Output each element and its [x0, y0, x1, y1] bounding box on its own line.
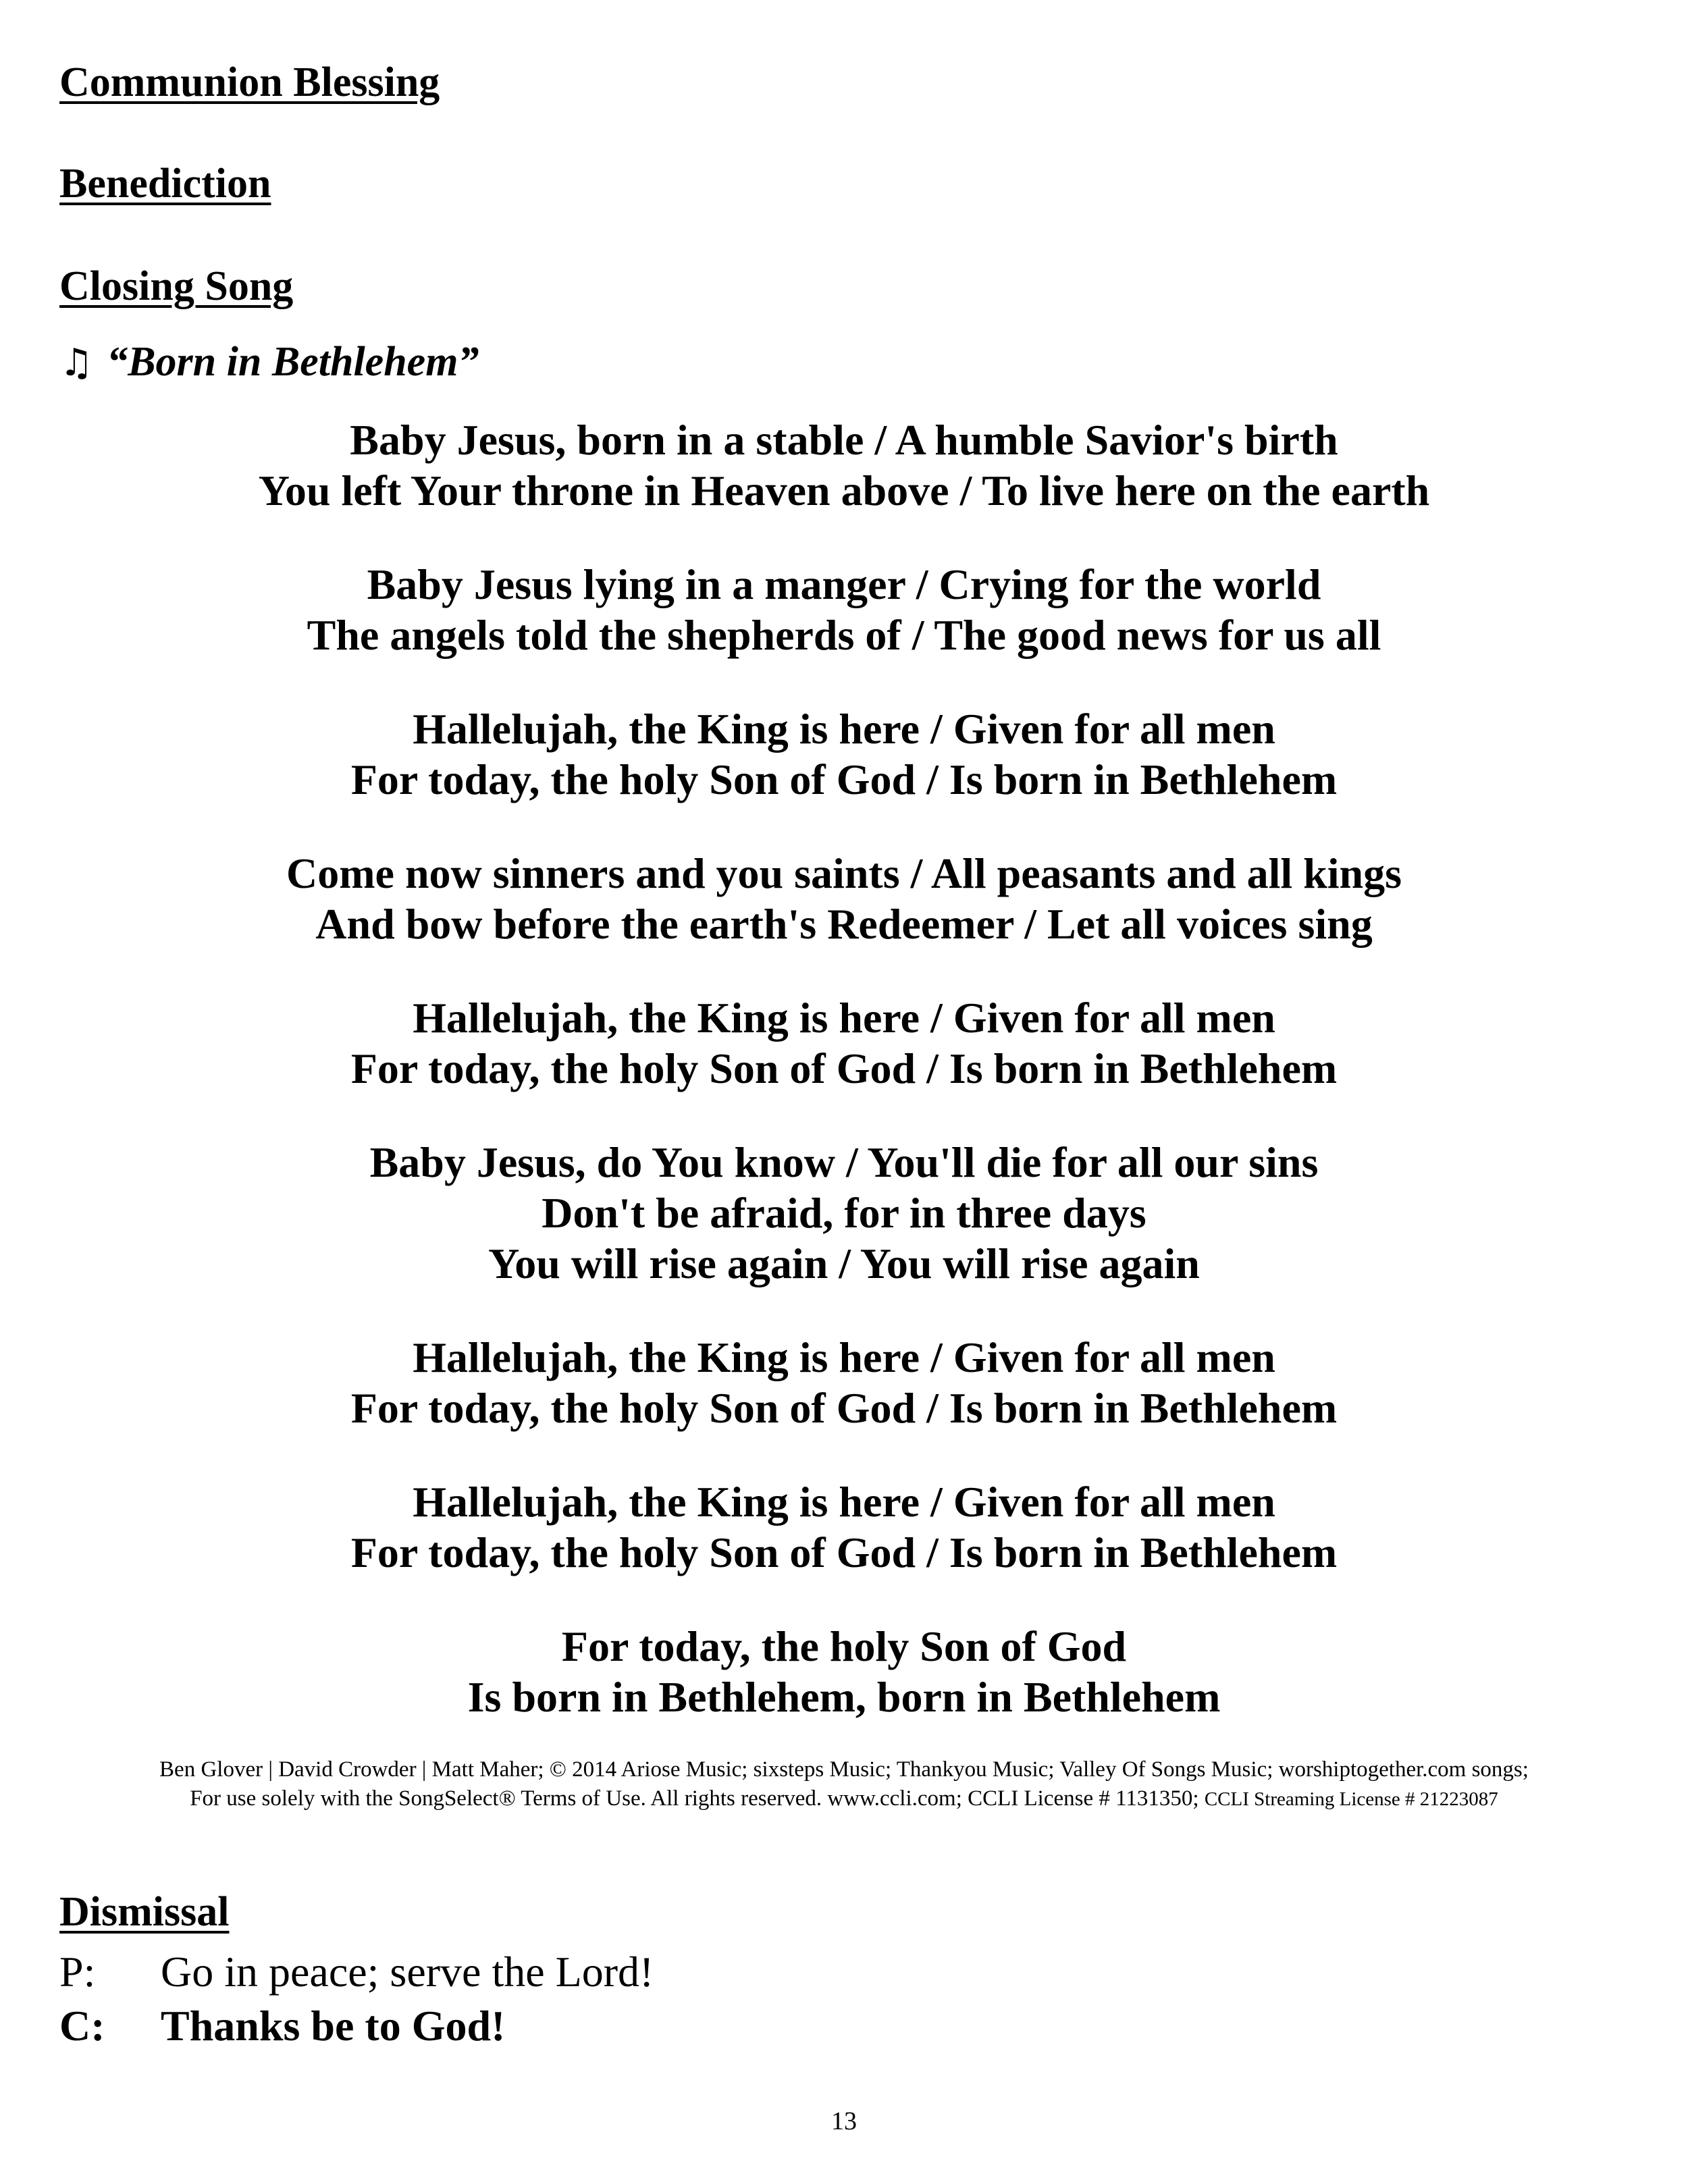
lyric-line: You left Your throne in Heaven above / To live here on the earth	[258, 467, 1430, 514]
dismissal-heading: Dismissal	[59, 1889, 230, 1935]
lyric-line: For today, the holy Son of God / Is born in Bethlehem	[350, 1384, 1338, 1432]
lyric-line: Hallelujah, the King is here / Given for all men	[413, 1333, 1275, 1381]
benediction-heading: Benediction	[59, 161, 271, 207]
pastor-label: P:	[59, 1948, 96, 1996]
copyright-license-text: For use solely with the SongSelect® Terms of Use. All rights reserved. www.ccli.com; CCLI License # 1131350;	[190, 1786, 1205, 1811]
lyric-line: Hallelujah, the King is here / Given for all men	[413, 994, 1275, 1042]
lyric-line: The angels told the shepherds of / The good news for us all	[307, 611, 1381, 659]
pastor-line	[59, 1948, 654, 1996]
song-title-text: “Born in Bethlehem”	[107, 339, 479, 385]
lyric-line: Is born in Bethlehem, born in Bethlehem	[467, 1673, 1221, 1721]
lyric-line: And bow before the earth's Redeemer / Let all voices sing	[315, 900, 1373, 948]
lyric-line: For today, the holy Son of God / Is born in Bethlehem	[350, 1528, 1338, 1576]
lyric-line: Baby Jesus, do You know / You'll die for all our sins	[369, 1138, 1319, 1186]
lyric-line: For today, the holy Son of God / Is born in Bethlehem	[350, 1044, 1338, 1092]
song-lyrics	[0, 415, 1688, 1765]
lyric-stanza	[0, 1476, 1688, 1578]
song-title	[59, 339, 479, 385]
lyric-stanza	[0, 848, 1688, 949]
streaming-license-text: CCLI Streaming License # 21223087	[1204, 1788, 1498, 1810]
copyright-line-1: Ben Glover | David Crowder | Matt Maher; © 2014 Ariose Music; sixsteps Music; Thankyou Music; Valley Of Songs Music; worshiptogether.com songs;	[159, 1757, 1529, 1782]
congregation-text: Thanks be to God!	[161, 2002, 506, 2050]
pastor-text: Go in peace; serve the Lord!	[161, 1948, 654, 1996]
music-note-icon: ♫	[59, 341, 94, 385]
lyric-line: Baby Jesus, born in a stable / A humble Savior's birth	[350, 416, 1338, 464]
lyric-line: Hallelujah, the King is here / Given for all men	[413, 1478, 1275, 1526]
lyric-line: For today, the holy Son of God / Is born in Bethlehem	[350, 755, 1338, 803]
congregation-line	[59, 2002, 505, 2050]
communion-blessing-heading: Communion Blessing	[59, 59, 440, 105]
lyric-stanza	[0, 1621, 1688, 1722]
lyric-line: Baby Jesus lying in a manger / Crying for the world	[367, 560, 1321, 608]
congregation-label: C:	[59, 2002, 105, 2050]
lyric-stanza	[0, 559, 1688, 660]
lyric-line: For today, the holy Son of God	[561, 1622, 1127, 1670]
page-number: 13	[831, 2107, 857, 2135]
lyric-stanza	[0, 703, 1688, 805]
lyric-line: Hallelujah, the King is here / Given for all men	[413, 705, 1275, 753]
copyright-notice	[0, 1755, 1688, 1814]
lyric-stanza	[0, 415, 1688, 516]
lyric-line: Don't be afraid, for in three days	[542, 1189, 1146, 1237]
lyric-line: You will rise again / You will rise again	[488, 1240, 1200, 1287]
lyric-line: Come now sinners and you saints / All peasants and all kings	[286, 849, 1402, 897]
copyright-line-2	[0, 1784, 1688, 1814]
closing-song-heading: Closing Song	[59, 263, 294, 309]
lyric-stanza	[0, 992, 1688, 1094]
lyric-stanza	[0, 1332, 1688, 1433]
lyric-stanza	[0, 1137, 1688, 1289]
